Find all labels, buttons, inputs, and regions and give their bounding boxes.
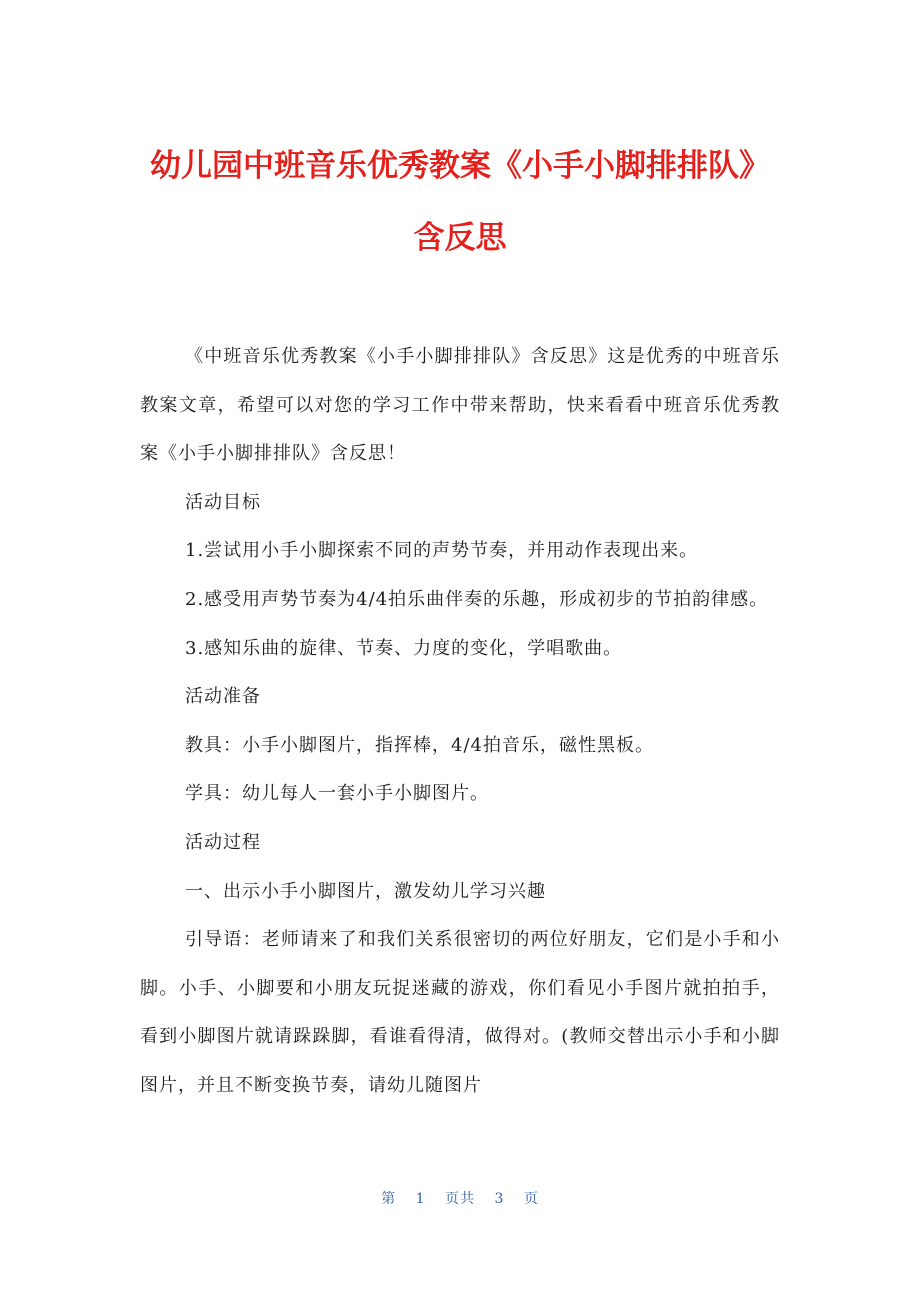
page-footer [0, 1188, 920, 1208]
document-body [140, 333, 780, 1111]
section-heading-preparation: 活动准备 [185, 686, 261, 708]
document-title-line-1: 幼儿园中班音乐优秀教案《小手小脚排排队》 [150, 148, 770, 184]
document-title-line-2: 含反思 [413, 220, 507, 256]
section-heading-goals: 活动目标 [185, 491, 261, 513]
intro-paragraph: 《中班音乐优秀教案《小手小脚排排队》含反思》这是优秀的中班音乐教案文章，希望可以对您的学习工作中带来帮助，快来看看中班音乐优秀教案《小手小脚排排队》含反思！ [140, 346, 780, 465]
footer-prefix: 第 [381, 1191, 397, 1207]
teaching-aids: 教具：小手小脚图片，指挥棒，4/4拍音乐，磁性黑板。 [185, 734, 654, 756]
footer-suffix: 页 [523, 1191, 539, 1207]
goal-item-1: 1.尝试用小手小脚探索不同的声势节奏，并用动作表现出来。 [185, 540, 699, 562]
footer-total-pages: 3 [494, 1191, 505, 1207]
process-step-1-text: 引导语：老师请来了和我们关系很密切的两位好朋友，它们是小手和小脚。小手、小脚要和小朋友玩捉迷藏的游戏，你们看见小手图片就拍拍手，看到小脚图片就请跺跺脚，看谁看得清，做得对。(教师交替出示小手和小脚图片，并且不断变换节奏，请幼儿随图片 [140, 929, 780, 1096]
goal-item-2: 2.感受用声势节奏为4/4拍乐曲伴奏的乐趣，形成初步的节拍韵律感。 [185, 588, 769, 610]
goal-item-3: 3.感知乐曲的旋律、节奏、力度的变化，学唱歌曲。 [185, 637, 623, 659]
footer-current-page: 1 [415, 1191, 426, 1207]
learning-aids: 学具：幼儿每人一套小手小脚图片。 [185, 783, 489, 805]
process-step-1-heading: 一、出示小手小脚图片，激发幼儿学习兴趣 [185, 880, 546, 902]
footer-middle: 页共 [445, 1191, 475, 1207]
section-heading-process: 活动过程 [185, 831, 261, 853]
